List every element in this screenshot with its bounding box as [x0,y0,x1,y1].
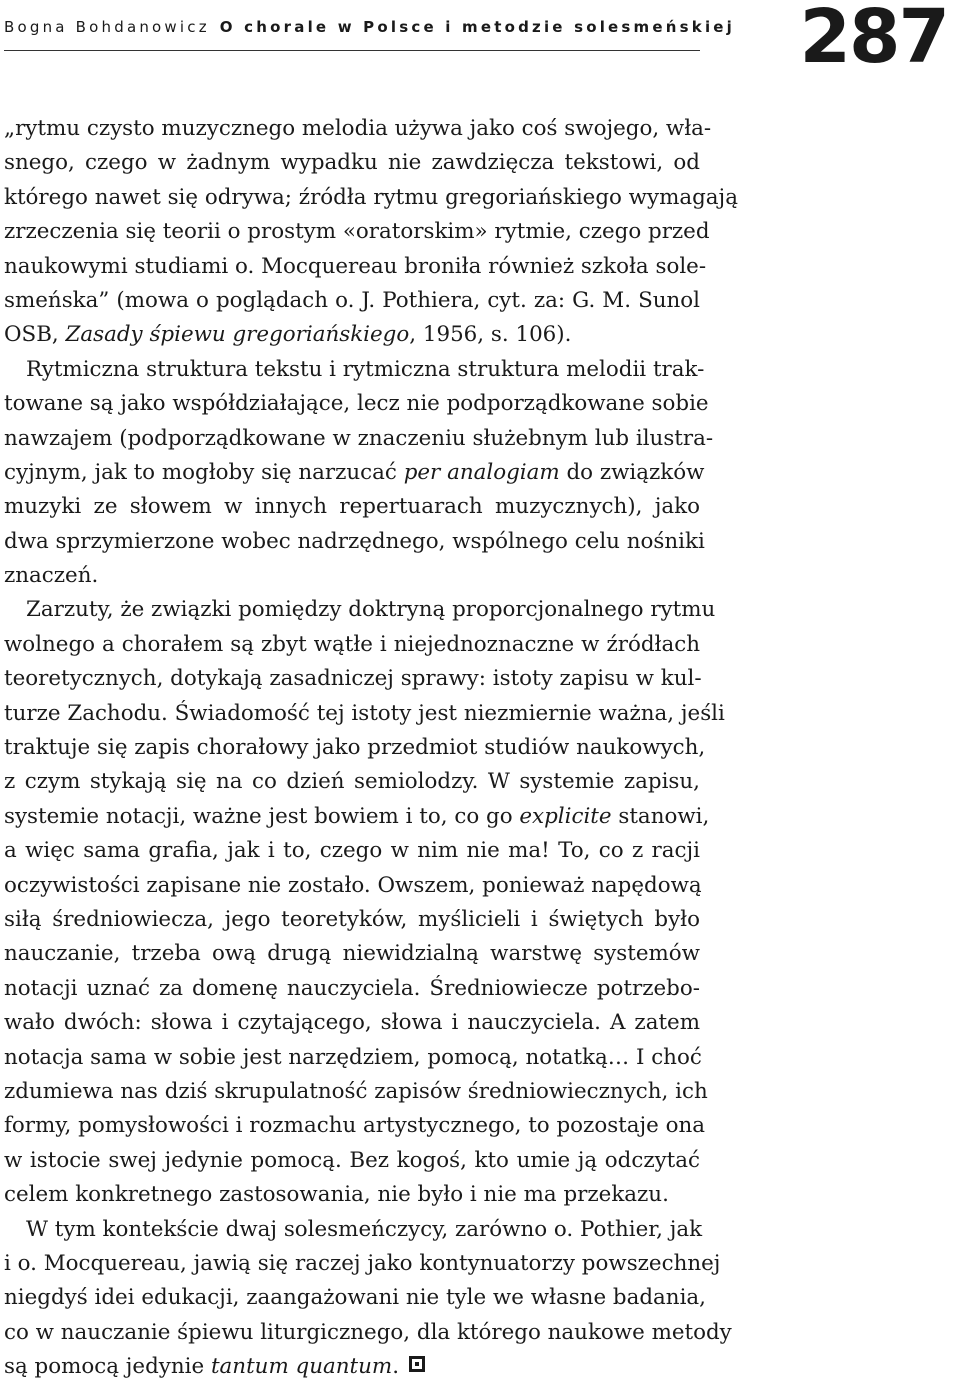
text-segment: celem konkretnego zastosowania, nie było i nie ma przekazu. [4,1182,669,1208]
header-author: Bogna Bohdanowicz [4,18,210,36]
text-line [4,1178,700,1212]
text-segment: dwa sprzymierzone wobec nadrzędnego, wspólnego celu nośniki [4,528,705,554]
text-line [4,250,707,284]
text-segment: którego nawet się odrywa; źródła rytmu gregoriańskiego wymagają [4,184,738,210]
text-segment: wało dwóch: słowa i czytającego, słowa i nauczyciela. A zatem [4,1010,700,1036]
text-segment: towane są jako współdziałające, lecz nie podporządkowane sobie [4,391,709,417]
end-of-article-mark-icon [409,1356,425,1372]
text-segment: OSB, [4,322,66,348]
text-line [4,490,700,524]
text-segment: niegdyś idei edukacji, zaangażowani nie tyle we własne badania, [4,1285,706,1311]
text-line [4,1213,703,1247]
text-line [4,593,716,627]
text-segment: , 1956, s. 106). [409,322,572,348]
text-segment: formy, pomysłowości i rozmachu artystycznego, to pozostaje ona [4,1113,706,1139]
text-segment: zrzeczenia się teorii o prostym «oratorskim» rytmie, czego przed [4,219,710,245]
text-line [4,731,706,765]
text-line [4,1109,706,1143]
text-line [4,215,710,249]
text-segment: cyjnym, jak to mogłoby się narzucać [4,459,404,485]
italic-text: per analogiam [403,459,560,485]
text-line [4,456,705,490]
text-segment: Rytmiczna struktura tekstu i rytmiczna struktura melodii trak- [26,356,705,382]
paragraph [4,593,725,1212]
text-line [4,765,700,799]
text-line [4,1247,721,1281]
text-segment: znaczeń. [4,563,99,589]
text-line [4,628,700,662]
text-line [4,112,712,146]
header-title: O chorale w Polsce i metodzie solesmeńskiej [219,18,736,36]
text-segment: z czym stykają się na co dzień semiolodzy. W systemie zapisu, [4,769,700,795]
text-segment: . [392,1354,400,1380]
text-segment: turze Zachodu. Świadomość tej istoty jest niezmiernie ważna, jeśli [4,700,725,726]
text-segment: notacja sama w sobie jest narzędziem, pomocą, notatką… I choć [4,1044,702,1070]
italic-text: explicite [519,803,612,829]
paragraph [4,1213,732,1385]
text-line [4,662,700,696]
text-segment: zdumiewa nas dziś skrupulatność zapisów średniowiecznych, ich [4,1078,708,1104]
text-line [4,1006,700,1040]
text-line [4,903,700,937]
text-segment: nawzajem (podporządkowane w znaczeniu służebnym lub ilustra- [4,425,714,451]
text-segment: w istocie swej jedynie pomocą. Bez kogoś, kto umie ją odczytać [4,1147,700,1173]
text-segment: snego, czego w żadnym wypadku nie zawdzięcza tekstowi, od [4,150,700,176]
text-segment: wolnego a chorałem są zbyt wątłe i niejednoznaczne w źródłach [4,631,700,657]
text-line [4,559,700,593]
italic-text: Zasady śpiewu gregoriańskiego [65,322,410,348]
text-segment: notacji uznać za domenę nauczyciela. Średniowiecze potrzebo- [4,975,700,1001]
text-line [4,869,700,903]
text-line [4,1281,706,1315]
text-line [4,1350,700,1384]
text-line [4,937,700,971]
text-segment: W tym kontekście dwaj solesmeńczycy, zarówno o. Pothier, jak [26,1216,703,1242]
text-line [4,834,700,868]
running-header [4,18,735,36]
paragraph [4,353,714,594]
text-segment: siłą średniowiecza, jego teoretyków, myślicieli i świętych było [4,906,700,932]
text-segment: muzyki ze słowem w innych repertuarach muzycznych), jako [4,494,700,520]
text-line [4,146,700,180]
text-segment: co w nauczanie śpiewu liturgicznego, dla którego naukowe metody [4,1319,732,1345]
text-segment: teoretycznych, dotykają zasadniczej sprawy: istoty zapisu w kul- [4,666,702,692]
text-line [4,972,700,1006]
text-segment: a więc sama grafia, jak i to, czego w nim nie ma! To, co z racji [4,838,700,864]
header-rule [4,50,700,51]
text-line [4,1316,732,1350]
body-text [4,112,738,1384]
text-line [4,387,709,421]
text-line [4,525,705,559]
text-segment: nauczanie, trzeba ową drugą niewidzialną warstwę systemów [4,941,700,967]
text-segment: naukowymi studiami o. Mocquereau broniła również szkoła sole- [4,253,707,279]
text-segment: są pomocą jedynie [4,1354,211,1380]
text-segment: traktuje się zapis chorałowy jako przedmiot studiów naukowych, [4,735,706,761]
text-line [4,318,700,352]
text-segment: smeńska” (mowa o poglądach o. J. Pothiera, cyt. za: G. M. Sunol [4,287,700,313]
page-number: 287 [799,0,948,80]
text-line [4,1144,700,1178]
paragraph [4,112,738,353]
text-line [4,181,738,215]
text-segment: „rytmu czysto muzycznego melodia używa jako coś swojego, wła- [4,116,712,141]
text-line [4,1075,708,1109]
text-segment: stanowi, [611,803,710,829]
text-line [4,284,700,318]
text-line [4,697,725,731]
text-segment: do związków [559,459,705,485]
text-line [4,1041,700,1075]
text-segment: oczywistości zapisane nie zostało. Owszem, ponieważ napędową [4,872,702,898]
text-segment: i o. Mocquereau, jawią się raczej jako kontynuatorzy powszechnej [4,1250,721,1276]
text-line [4,353,705,387]
text-line [4,422,714,456]
text-segment: Zarzuty, że związki pomiędzy doktryną proporcjonalnego rytmu [26,597,716,623]
italic-text: tantum quantum [210,1354,393,1380]
text-segment: systemie notacji, ważne jest bowiem i to, co go [4,803,520,829]
text-line [4,800,710,834]
